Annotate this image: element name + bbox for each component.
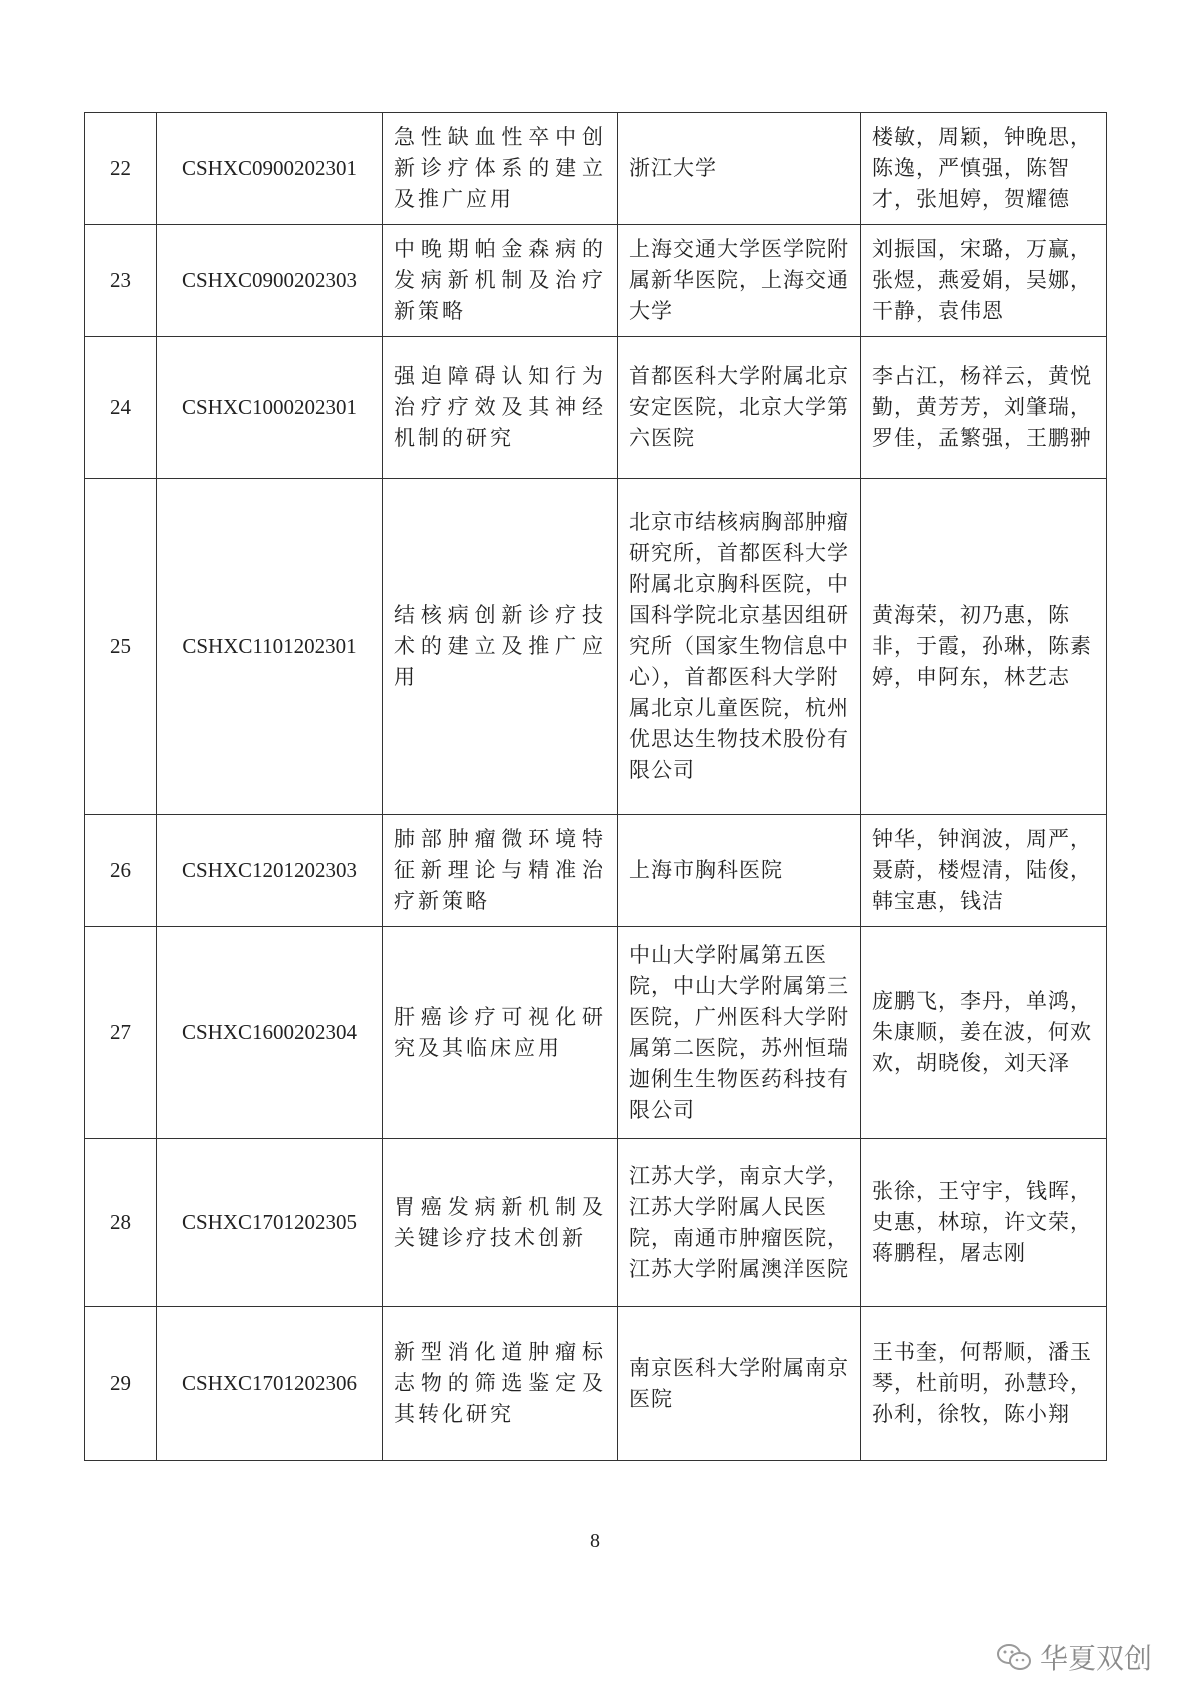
organizations: 中山大学附属第五医院，中山大学附属第三医院，广州医科大学附属第二医院，苏州恒瑞迦俐生生物医药科技有限公司 [618,927,861,1139]
awards-table [84,112,1107,1461]
row-number: 25 [85,479,157,815]
table-row [85,1307,1107,1461]
row-number: 24 [85,337,157,479]
project-title: 胃癌发病新机制及关键诊疗技术创新 [383,1139,618,1307]
table-row [85,927,1107,1139]
contributors: 张徐，王守宇，钱晖，史惠，林琼，许文荣，蒋鹏程，屠志刚 [861,1139,1107,1307]
table-row [85,113,1107,225]
contributors: 楼敏，周颖，钟晚思，陈逸，严慎强，陈智才，张旭婷，贺耀德 [861,113,1107,225]
project-title: 结核病创新诊疗技术的建立及推广应用 [383,479,618,815]
project-title: 肝癌诊疗可视化研究及其临床应用 [383,927,618,1139]
organizations: 首都医科大学附属北京安定医院，北京大学第六医院 [618,337,861,479]
contributors: 钟华，钟润波，周严，聂蔚，楼煜清，陆俊，韩宝惠，钱洁 [861,815,1107,927]
organizations: 上海交通大学医学院附属新华医院，上海交通大学 [618,225,861,337]
row-number: 28 [85,1139,157,1307]
row-number: 27 [85,927,157,1139]
table-row [85,1139,1107,1307]
project-title: 中晚期帕金森病的发病新机制及治疗新策略 [383,225,618,337]
row-number: 23 [85,225,157,337]
organizations: 江苏大学，南京大学，江苏大学附属人民医院，南通市肿瘤医院，江苏大学附属澳洋医院 [618,1139,861,1307]
watermark [996,1637,1152,1677]
project-code: CSHXC0900202301 [157,113,383,225]
wechat-icon [996,1642,1032,1672]
row-number: 29 [85,1307,157,1461]
project-title: 新型消化道肿瘤标志物的筛选鉴定及其转化研究 [383,1307,618,1461]
organizations: 浙江大学 [618,113,861,225]
contributors: 黄海荣，初乃惠，陈非，于霞，孙琳，陈素婷，申阿东，林艺志 [861,479,1107,815]
row-number: 26 [85,815,157,927]
project-title: 急性缺血性卒中创新诊疗体系的建立及推广应用 [383,113,618,225]
project-code: CSHXC1600202304 [157,927,383,1139]
contributors: 庞鹏飞，李丹，单鸿，朱康顺，姜在波，何欢欢，胡晓俊，刘天泽 [861,927,1107,1139]
project-code: CSHXC1000202301 [157,337,383,479]
project-code: CSHXC1201202303 [157,815,383,927]
organizations: 北京市结核病胸部肿瘤研究所，首都医科大学附属北京胸科医院，中国科学院北京基因组研究所（国家生物信息中心），首都医科大学附属北京儿童医院，杭州优思达生物技术股份有限公司 [618,479,861,815]
organizations: 上海市胸科医院 [618,815,861,927]
row-number: 22 [85,113,157,225]
project-code: CSHXC1701202306 [157,1307,383,1461]
page-number: 8 [590,1530,600,1552]
table-row [85,225,1107,337]
contributors: 王书奎，何帮顺，潘玉琴，杜前明，孙慧玲，孙利，徐牧，陈小翔 [861,1307,1107,1461]
organizations: 南京医科大学附属南京医院 [618,1307,861,1461]
table-row [85,815,1107,927]
contributors: 刘振国，宋璐，万赢，张煜，燕爱娟，吴娜，干静，袁伟恩 [861,225,1107,337]
project-code: CSHXC0900202303 [157,225,383,337]
table-row [85,337,1107,479]
project-title: 肺部肿瘤微环境特征新理论与精准治疗新策略 [383,815,618,927]
watermark-text: 华夏双创 [1040,1642,1153,1675]
project-code: CSHXC1101202301 [157,479,383,815]
table-row [85,479,1107,815]
project-title: 强迫障碍认知行为治疗疗效及其神经机制的研究 [383,337,618,479]
project-code: CSHXC1701202305 [157,1139,383,1307]
contributors: 李占江，杨祥云，黄悦勤，黄芳芳，刘肇瑞，罗佳，孟繁强，王鹏翀 [861,337,1107,479]
